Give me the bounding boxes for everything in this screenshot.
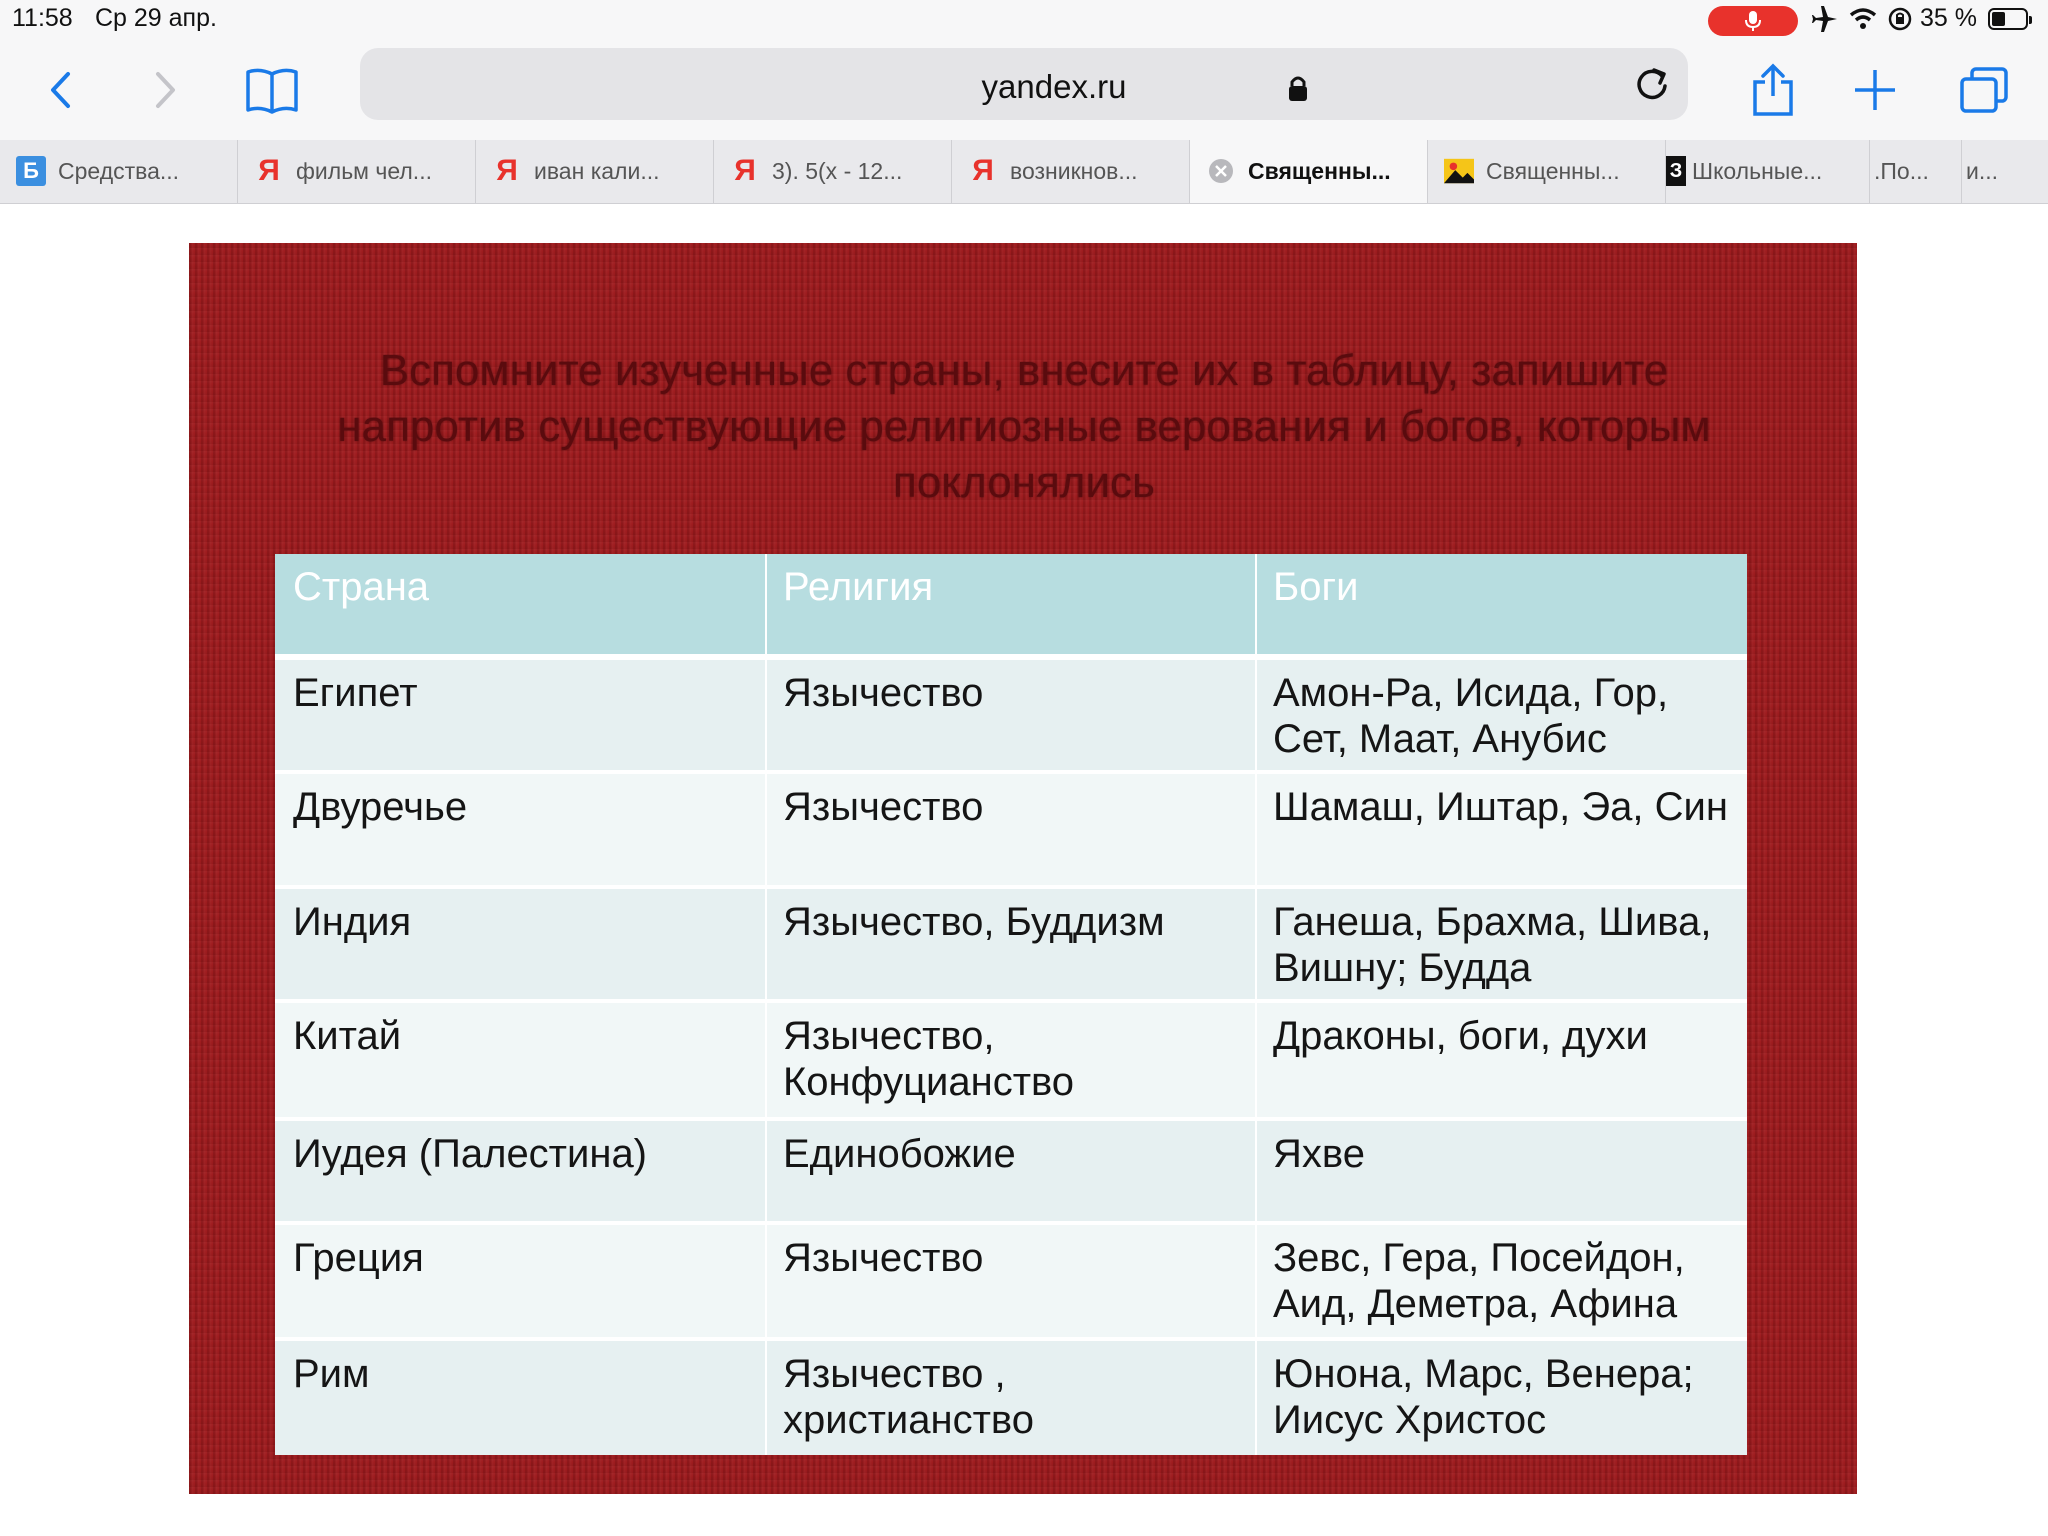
airplane-mode-icon (1810, 4, 1840, 39)
cell-gods: Драконы, боги, духи (1273, 1014, 1648, 1058)
cell-religion: Язычество, Буддизм (783, 900, 1165, 944)
tab-ivan[interactable] (476, 140, 714, 203)
cell-gods: Шамаш, Иштар, Эа, Син (1273, 785, 1728, 829)
tab-favicon: Б (16, 156, 46, 186)
tab-favicon: З (1666, 156, 1686, 186)
plus-icon (1853, 68, 1897, 112)
tab-label: фильм чел... (296, 158, 432, 184)
reload-icon (1632, 64, 1672, 104)
status-date: Ср 29 апр. (95, 4, 217, 32)
slide-image (189, 243, 1857, 1494)
tab-i[interactable] (1962, 140, 2048, 203)
cell-religion: Язычество (783, 1236, 984, 1280)
book-icon (244, 66, 300, 114)
orientation-lock-icon (1886, 4, 1914, 39)
religion-table (275, 554, 1747, 1455)
cell-country: Рим (293, 1352, 370, 1396)
back-button[interactable] (40, 40, 80, 140)
forward-button[interactable] (146, 40, 186, 140)
close-icon (1208, 158, 1234, 184)
table-row (275, 1117, 1747, 1221)
column-divider (765, 554, 767, 654)
cell-gods: Юнона, Марс, Венера; Иисус Христос (1273, 1352, 1694, 1442)
tab-label: Священны... (1248, 158, 1391, 184)
microphone-icon (1744, 10, 1762, 32)
tab-po[interactable] (1870, 140, 1962, 203)
close-tab-button[interactable] (1206, 156, 1236, 186)
tab-label: Средства... (58, 158, 180, 184)
cell-country: Иудея (Палестина) (293, 1132, 648, 1176)
table-body (275, 654, 1747, 1455)
battery-icon (1988, 8, 2028, 30)
share-button[interactable] (1745, 40, 1801, 140)
table-row (275, 885, 1747, 999)
tab-strip (0, 140, 2048, 204)
cell-religion: Язычество (783, 785, 984, 829)
tab-vozniknov[interactable] (952, 140, 1190, 203)
chevron-right-icon (154, 70, 178, 110)
slide-title: Вспомните изученные страны, внесите их в таблицу, запишите напротив существующие религиозные верования и богов, которым поклонялись (337, 346, 1711, 507)
tab-label: и... (1966, 158, 1999, 184)
cell-gods: Яхве (1273, 1132, 1365, 1176)
status-time: 11:58 (12, 4, 73, 32)
battery-percentage: 35 % (1920, 4, 1977, 32)
yandex-icon: Я (496, 154, 518, 187)
cell-country: Египет (293, 671, 418, 715)
tab-equation[interactable] (714, 140, 952, 203)
address-bar[interactable] (360, 48, 1688, 120)
tab-label: .По... (1874, 158, 1929, 184)
yandex-icon: Я (972, 154, 994, 187)
cell-religion: Язычество (783, 671, 984, 715)
bookmarks-button[interactable] (240, 40, 304, 140)
table-row (275, 654, 1747, 770)
status-bar (0, 0, 2048, 40)
header-religion: Религия (783, 565, 934, 609)
tab-label: возникнов... (1010, 158, 1138, 184)
yandex-icon: Я (734, 154, 756, 187)
cell-religion: Язычество, Конфуцианство (783, 1014, 1075, 1104)
header-gods: Боги (1273, 565, 1359, 609)
table-row (275, 999, 1747, 1117)
cell-gods: Ганеша, Брахма, Шива, Вишну; Будда (1273, 900, 1712, 990)
cell-religion: Язычество , христианство (783, 1352, 1034, 1442)
cell-country: Китай (293, 1014, 402, 1058)
header-country: Страна (293, 565, 430, 609)
cell-gods: Зевс, Гера, Посейдон, Аид, Деметра, Афина (1273, 1236, 1685, 1326)
cell-country: Греция (293, 1236, 424, 1280)
tab-shkolnye[interactable] (1666, 140, 1870, 203)
table-row (275, 1337, 1747, 1455)
column-divider (1255, 554, 1257, 654)
tab-svyashchennye-active[interactable] (1190, 140, 1428, 203)
chevron-left-icon (48, 70, 72, 110)
cell-gods: Амон-Ра, Исида, Гор, Сет, Маат, Анубис (1273, 671, 1669, 761)
url-text (360, 68, 1688, 106)
tab-label: Священны... (1486, 158, 1620, 184)
table-header (275, 554, 1747, 654)
tab-label: Школьные... (1692, 158, 1823, 184)
cell-country: Двуречье (293, 785, 468, 829)
tabs-overview-button[interactable] (1956, 40, 2012, 140)
cell-religion: Единобожие (783, 1132, 1016, 1176)
image-icon (1444, 156, 1474, 186)
tab-film[interactable] (238, 140, 476, 203)
wifi-icon (1848, 4, 1878, 39)
reload-button[interactable] (1632, 64, 1672, 109)
table-row (275, 1221, 1747, 1337)
tab-svyashchennye-images[interactable] (1428, 140, 1666, 203)
tab-sredstva[interactable] (0, 140, 238, 203)
url-value: yandex.ru (981, 68, 1127, 105)
table-row (275, 770, 1747, 885)
share-icon (1751, 62, 1795, 118)
microphone-indicator (1708, 6, 1798, 36)
yandex-icon: Я (258, 154, 280, 187)
tab-label: 3). 5(x - 12... (772, 158, 903, 184)
tab-label: иван кали... (534, 158, 660, 184)
cell-country: Индия (293, 900, 412, 944)
tabs-icon (1958, 66, 2010, 114)
browser-toolbar (0, 40, 2048, 140)
new-tab-button[interactable] (1850, 40, 1900, 140)
